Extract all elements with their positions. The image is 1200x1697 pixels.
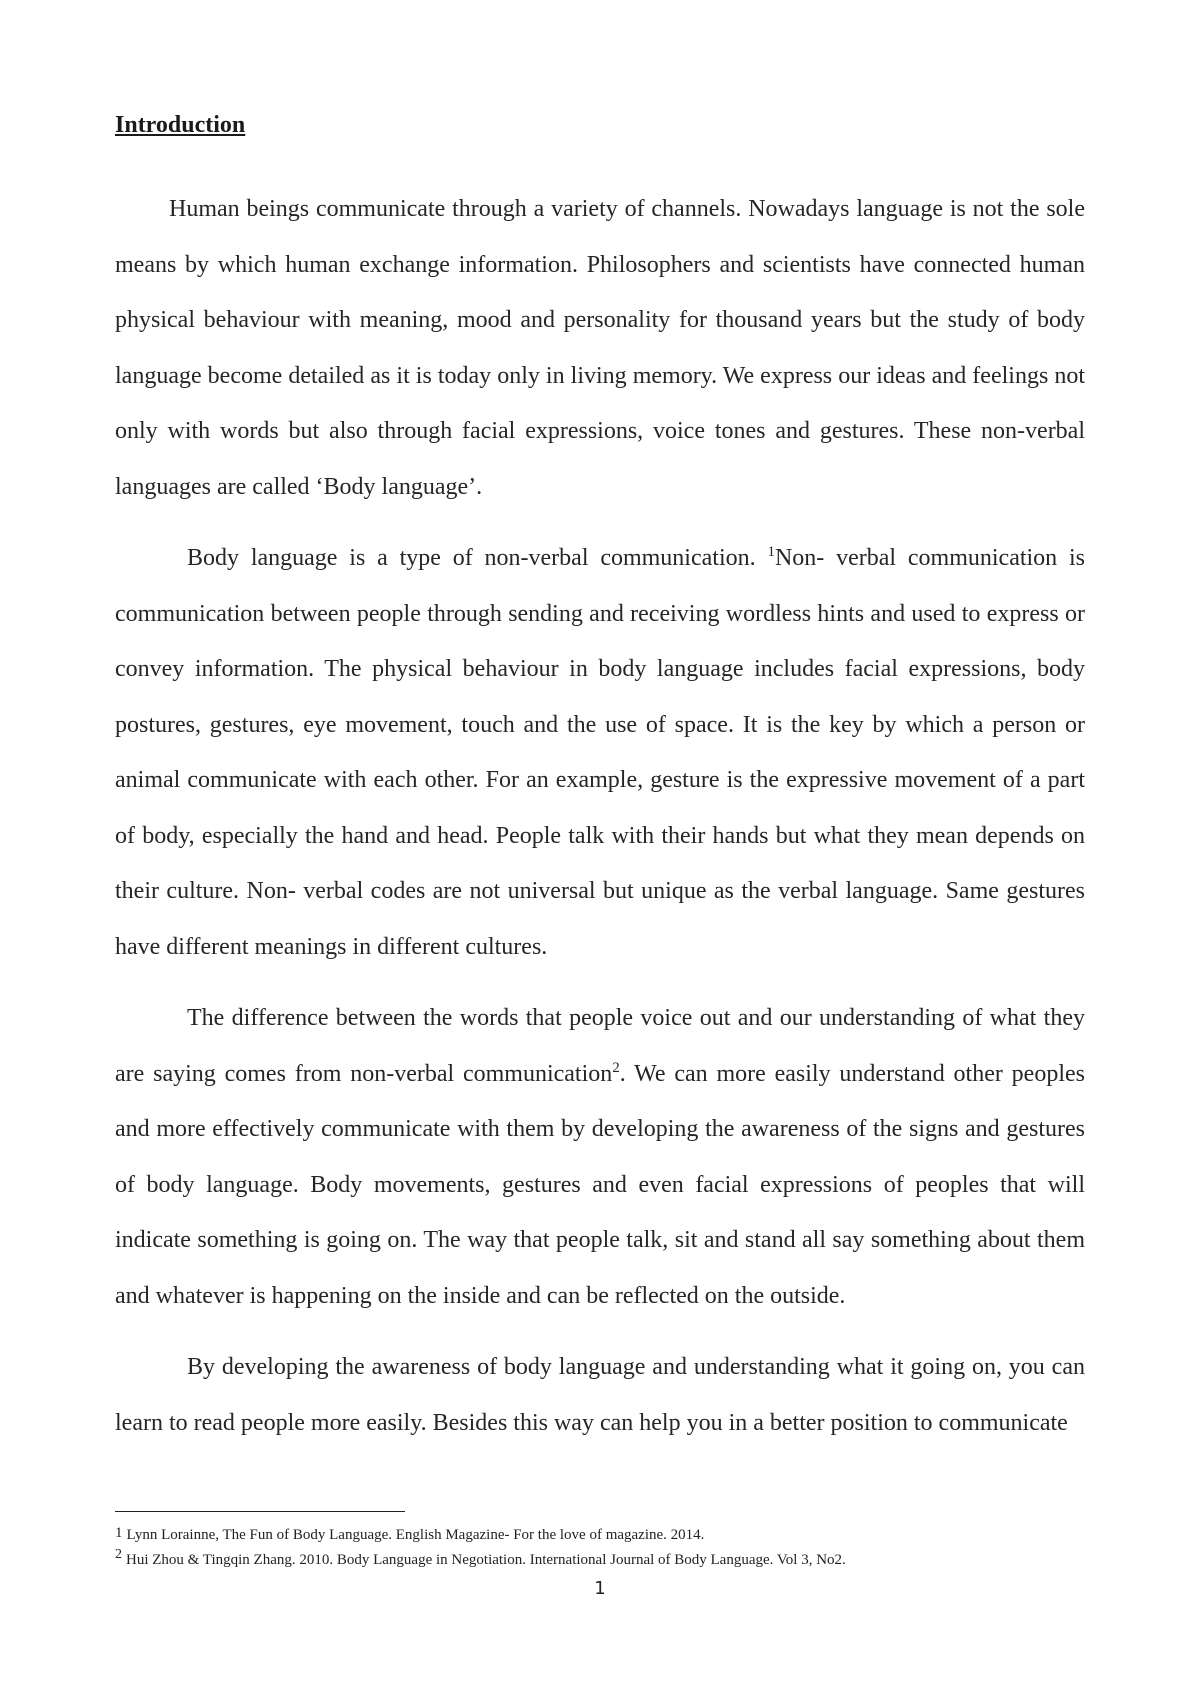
paragraph-3-text-before: The difference between the words that people voice out and our understanding of what they are saying comes from non-verbal communication <box>115 1005 1085 1087</box>
paragraph-2 <box>115 531 1085 975</box>
paragraph-3-text-after: . We can more easily understand other peoples and more effectively communicate with them by developing the awareness of the signs and gestures of body language. Body movements, gestures and even facial expressions of peoples that will indicate something is going on. The way that people talk, sit and stand all say something about them and whatever is happening on the inside and can be reflected on the outside. <box>115 1060 1085 1309</box>
section-heading: Introduction <box>115 112 246 138</box>
paragraph-4: By developing the awareness of body language and understanding what it going on, you can learn to read people more easily. Besides this way can help you in a better position to communicate <box>115 1354 1085 1436</box>
body-text <box>115 182 1085 1451</box>
footnote-2 <box>115 1548 1095 1573</box>
footnote-2-number: 2 <box>115 1547 122 1562</box>
footnote-1-number: 1 <box>115 1525 123 1541</box>
footnote-ref-2[interactable]: 2 <box>612 1059 620 1076</box>
paragraph-2-text-before: Body language is a type of non-verbal communication. <box>187 545 768 571</box>
footnote-1 <box>115 1523 1095 1548</box>
page-number: 1 <box>594 1578 606 1599</box>
paragraph-3 <box>115 991 1085 1324</box>
paragraph-1: Human beings communicate through a variety of channels. Nowadays language is not the sole means by which human exchange information. Philosophers and scientists have connected human physical behaviour with meaning, mood and personality for thousand years but the study of body language become detailed as it is today only in living memory. We express our ideas and feelings not only with words but also through facial expressions, voice tones and gestures. These non-verbal languages are called ‘Body language’. <box>115 196 1085 500</box>
footnote-ref-1[interactable]: 1 <box>767 544 775 560</box>
footnote-1-text: Lynn Lorainne, The Fun of Body Language. English Magazine- For the love of magazine. 2014. <box>126 1527 705 1543</box>
footnote-separator <box>115 1511 405 1512</box>
paragraph-2-text-after: Non- verbal communication is communication between people through sending and receiving wordless hints and used to express or convey information. The physical behaviour in body language includes facial expressions, body postures, gestures, eye movement, touch and the use of space. It is the key by which a person or animal communicate with each other. For an example, gesture is the expressive movement of a part of body, especially the hand and head. People talk with their hands but what they mean depends on their culture. Non- verbal codes are not universal but unique as the verbal language. Same gestures have different meanings in different cultures. <box>115 545 1086 960</box>
footnote-2-text: Hui Zhou & Tingqin Zhang. 2010. Body Language in Negotiation. International Journal of Body Language. Vol 3, No2. <box>126 1552 846 1568</box>
footnotes <box>115 1523 1095 1573</box>
